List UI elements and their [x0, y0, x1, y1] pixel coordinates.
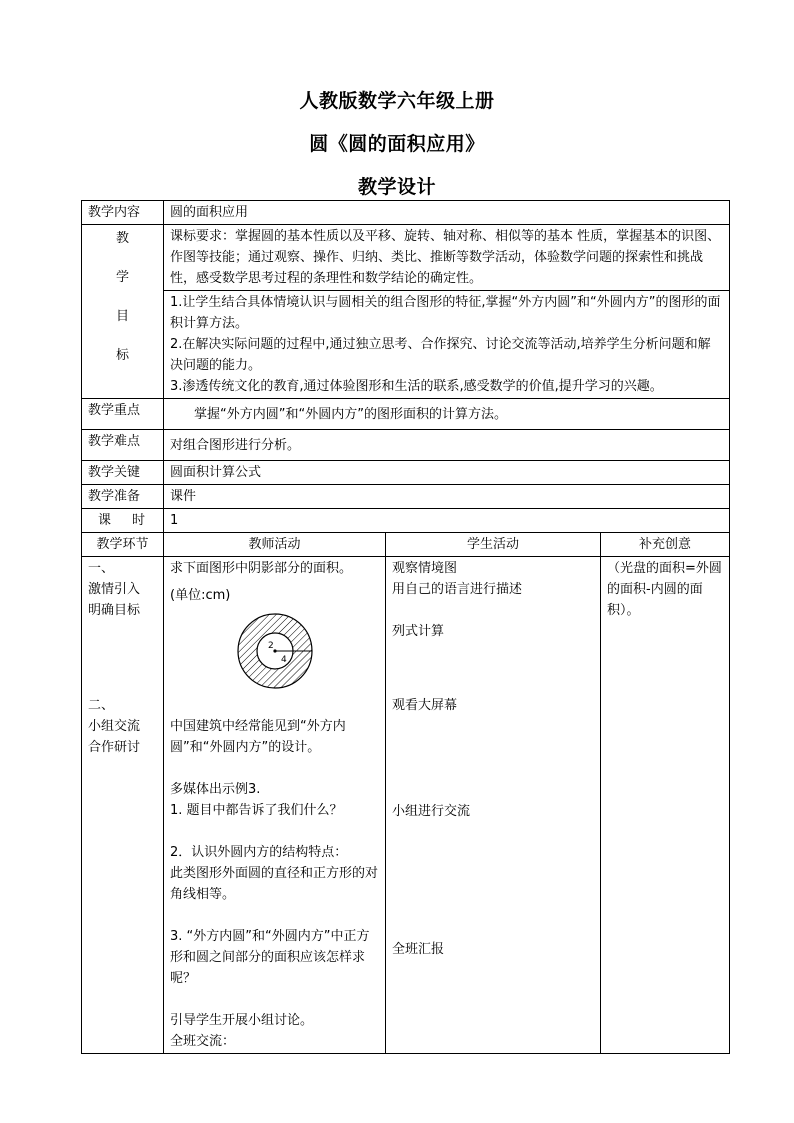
annulus-figure: [236, 612, 314, 690]
periods-value: 1: [164, 509, 730, 533]
stage1-line: 明确目标: [88, 603, 141, 618]
header-extra: 补充创意: [601, 533, 730, 557]
goals-label-char: 目: [115, 309, 129, 324]
doc-title-line2: 圆《圆的面积应用》: [309, 133, 485, 155]
goals-label: [82, 225, 164, 399]
row-prep: [82, 485, 730, 509]
goal-item: 2.在解决实际问题的过程中,通过独立思考、合作探究、讨论交流等活动,培养学生分析问题和解决问题的能力。: [170, 337, 711, 373]
header-student: 学生活动: [386, 533, 601, 557]
row-key: [82, 399, 730, 430]
stage-cell: [82, 557, 164, 1054]
stage2-line: 合作研讨: [88, 740, 141, 755]
row-periods: [82, 509, 730, 533]
lesson-plan-table: [81, 200, 730, 1054]
key-value: 掌握“外方内圆”和“外圆内方”的图形面积的计算方法。: [164, 399, 730, 430]
stage1-line: 激情引入: [88, 582, 141, 597]
teacher-text: 中国建筑中经常能见到“外方内圆”和“外圆内方”的设计。: [170, 719, 346, 755]
student-text: 全班汇报: [392, 942, 445, 957]
outer-radius-label: 4: [281, 655, 287, 665]
content-value: 圆的面积应用: [164, 201, 730, 225]
periods-label-right: 时: [131, 513, 145, 528]
stage2-num: 二、: [88, 698, 115, 713]
extra-text: （光盘的面积=外圆的面积-内圆的面积）。: [607, 561, 722, 618]
header-stage: 教学环节: [82, 533, 164, 557]
student-text: 小组进行交流: [392, 804, 471, 819]
periods-label: [82, 509, 164, 533]
teacher-text: 此类图形外面圆的直径和正方形的对角线相等。: [170, 866, 379, 902]
row-activities: [82, 557, 730, 1054]
student-cell: [386, 557, 601, 1054]
goal-item: 1.让学生结合具体情境认识与圆相关的组合图形的特征,掌握“外方内圆”和“外圆内方”的图形的面积计算方法。: [170, 295, 721, 331]
header-teacher: 教师活动: [164, 533, 386, 557]
goals-list: [164, 291, 730, 399]
student-text: 观察情境图: [392, 561, 458, 576]
teacher-cell: [164, 557, 386, 1054]
teacher-text: (单位:cm): [170, 588, 231, 603]
goals-label-char: 标: [115, 348, 129, 363]
student-text: 观看大屏幕: [392, 698, 458, 713]
row-crux: [82, 461, 730, 485]
prep-label: 教学准备: [82, 485, 164, 509]
row-goals-list: [82, 291, 730, 399]
crux-label: 教学关键: [82, 461, 164, 485]
crux-value: 圆面积计算公式: [164, 461, 730, 485]
prep-value: 课件: [164, 485, 730, 509]
doc-title-line1: 人教版数学六年级上册: [299, 90, 495, 112]
stage1-num: 一、: [88, 561, 115, 576]
teacher-text: 引导学生开展小组讨论。: [170, 1013, 314, 1028]
content-label: 教学内容: [82, 201, 164, 225]
goals-label-char: 教: [115, 231, 129, 246]
teacher-text: 全班交流：: [170, 1034, 236, 1049]
key-label: 教学重点: [82, 399, 164, 430]
row-content: [82, 201, 730, 225]
goals-standard: 课标要求：掌握圆的基本性质以及平移、旋转、轴对称、相似等的基本 性质，掌握基本的识图、作图等技能；通过观察、操作、归纳、类比、推断等数学活动，体验数学问题的探索性和挑战性，感受数学思考过程的条理性和数学结论的确定性。: [164, 225, 730, 291]
student-text: 列式计算: [392, 624, 445, 639]
student-text: 用自己的语言进行描述: [392, 582, 523, 597]
teacher-text: 3. “外方内圆”和“外圆内方”中正方形和圆之间部分的面积应该怎样求呢？: [170, 929, 370, 986]
stage2-line: 小组交流: [88, 719, 141, 734]
teacher-text: 多媒体出示例3.: [170, 782, 261, 797]
periods-label-left: 课: [98, 513, 112, 528]
extra-cell: [601, 557, 730, 1054]
row-headers: [82, 533, 730, 557]
teacher-text: 求下面图形中阴影部分的面积。: [170, 561, 353, 576]
teacher-text: 2．认识外圆内方的结构特点：: [170, 845, 348, 860]
row-goals-standard: [82, 225, 730, 291]
teacher-text: 1. 题目中都告诉了我们什么？: [170, 803, 343, 818]
goals-label-char: 学: [115, 270, 129, 285]
doc-title-line3: 教学设计: [357, 176, 436, 198]
difficulty-value: 对组合图形进行分析。: [164, 430, 730, 461]
goal-item: 3.渗透传统文化的教育,通过体验图形和生活的联系,感受数学的价值,提升学习的兴趣。: [170, 379, 663, 394]
inner-radius-label: 2: [268, 641, 274, 651]
row-difficulty: [82, 430, 730, 461]
difficulty-label: 教学难点: [82, 430, 164, 461]
